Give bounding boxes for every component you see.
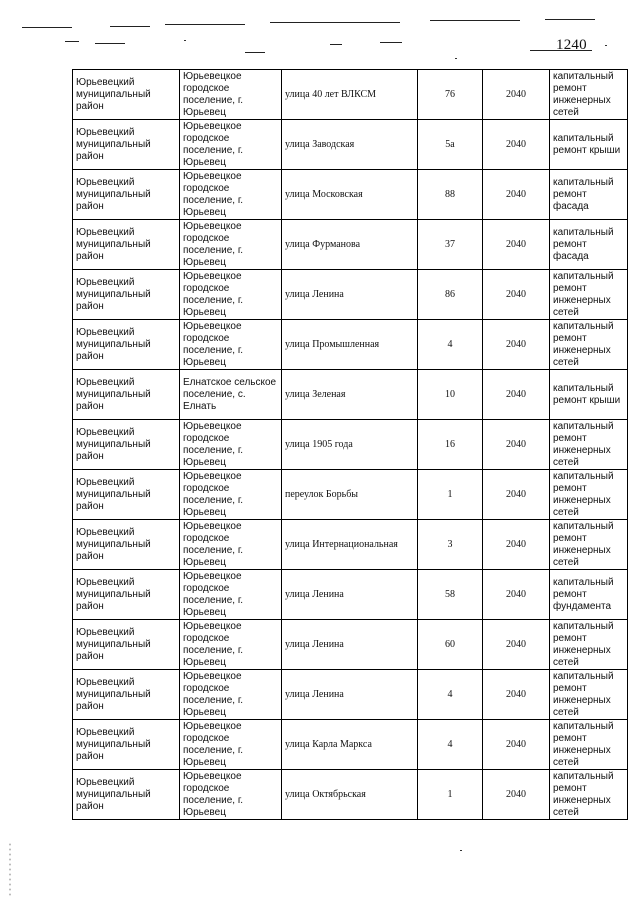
cell-settlement: Юрьевецкое городское поселение, г. Юрьевец	[180, 270, 282, 320]
cell-district: Юрьевецкий муниципальный район	[73, 170, 180, 220]
cell-settlement: Юрьевецкое городское поселение, г. Юрьевец	[180, 770, 282, 820]
table-row	[73, 120, 628, 170]
cell-district: Юрьевецкий муниципальный район	[73, 720, 180, 770]
cell-district: Юрьевецкий муниципальный район	[73, 120, 180, 170]
cell-settlement: Юрьевецкое городское поселение, г. Юрьевец	[180, 120, 282, 170]
cell-year: 2040	[483, 720, 550, 770]
scan-artifact-dot	[184, 40, 186, 41]
scan-artifact-line	[245, 52, 265, 53]
cell-settlement: Юрьевецкое городское поселение, г. Юрьевец	[180, 570, 282, 620]
cell-settlement: Юрьевецкое городское поселение, г. Юрьевец	[180, 320, 282, 370]
cell-district: Юрьевецкий муниципальный район	[73, 620, 180, 670]
cell-street: улица Ленина	[282, 570, 418, 620]
cell-house-number: 4	[418, 320, 483, 370]
table-row	[73, 670, 628, 720]
cell-settlement: Юрьевецкое городское поселение, г. Юрьевец	[180, 470, 282, 520]
cell-settlement: Юрьевецкое городское поселение, г. Юрьевец	[180, 620, 282, 670]
cell-house-number: 4	[418, 670, 483, 720]
cell-settlement: Юрьевецкое городское поселение, г. Юрьевец	[180, 670, 282, 720]
cell-district: Юрьевецкий муниципальный район	[73, 470, 180, 520]
cell-year: 2040	[483, 570, 550, 620]
cell-district: Юрьевецкий муниципальный район	[73, 420, 180, 470]
cell-house-number: 60	[418, 620, 483, 670]
cell-work-type: капитальный ремонт инженерных сетей	[550, 270, 628, 320]
cell-street: улица Промышленная	[282, 320, 418, 370]
cell-settlement: Юрьевецкое городское поселение, г. Юрьевец	[180, 170, 282, 220]
page-number: 1240	[556, 37, 587, 53]
cell-house-number: 1	[418, 770, 483, 820]
cell-street: улица Октябрьская	[282, 770, 418, 820]
cell-street: улица Ленина	[282, 270, 418, 320]
cell-work-type: капитальный ремонт фундамента	[550, 570, 628, 620]
cell-house-number: 86	[418, 270, 483, 320]
cell-district: Юрьевецкий муниципальный район	[73, 220, 180, 270]
cell-house-number: 37	[418, 220, 483, 270]
cell-house-number: 16	[418, 420, 483, 470]
cell-work-type: капитальный ремонт инженерных сетей	[550, 770, 628, 820]
table-row	[73, 320, 628, 370]
scan-artifact-line	[545, 19, 595, 20]
cell-work-type: капитальный ремонт инженерных сетей	[550, 620, 628, 670]
cell-year: 2040	[483, 620, 550, 670]
cell-district: Юрьевецкий муниципальный район	[73, 70, 180, 120]
cell-settlement: Юрьевецкое городское поселение, г. Юрьевец	[180, 520, 282, 570]
table-body	[73, 70, 628, 820]
cell-street: улица Интернациональная	[282, 520, 418, 570]
cell-year: 2040	[483, 670, 550, 720]
cell-street: улица Карла Маркса	[282, 720, 418, 770]
cell-street: улица Ленина	[282, 620, 418, 670]
cell-street: улица Заводская	[282, 120, 418, 170]
scan-artifact-margin-dots	[8, 842, 12, 898]
table-row	[73, 470, 628, 520]
cell-work-type: капитальный ремонт инженерных сетей	[550, 420, 628, 470]
cell-year: 2040	[483, 370, 550, 420]
scan-artifact-line	[95, 43, 125, 44]
cell-settlement: Юрьевецкое городское поселение, г. Юрьевец	[180, 220, 282, 270]
table-row	[73, 770, 628, 820]
table-row	[73, 370, 628, 420]
cell-work-type: капитальный ремонт крыши	[550, 120, 628, 170]
cell-settlement: Юрьевецкое городское поселение, г. Юрьевец	[180, 420, 282, 470]
cell-settlement: Юрьевецкое городское поселение, г. Юрьевец	[180, 70, 282, 120]
table-row	[73, 570, 628, 620]
table-row	[73, 720, 628, 770]
scan-artifact-dot	[455, 58, 457, 59]
cell-year: 2040	[483, 420, 550, 470]
table-row	[73, 170, 628, 220]
cell-work-type: капитальный ремонт фасада	[550, 220, 628, 270]
scan-artifact-line	[165, 24, 245, 25]
scan-artifact-line	[65, 41, 79, 42]
cell-year: 2040	[483, 320, 550, 370]
table-row	[73, 620, 628, 670]
cell-work-type: капитальный ремонт инженерных сетей	[550, 520, 628, 570]
cell-work-type: капитальный ремонт инженерных сетей	[550, 70, 628, 120]
cell-district: Юрьевецкий муниципальный район	[73, 270, 180, 320]
cell-street: улица 40 лет ВЛКСМ	[282, 70, 418, 120]
cell-house-number: 76	[418, 70, 483, 120]
repair-schedule-table	[72, 69, 628, 820]
cell-year: 2040	[483, 770, 550, 820]
cell-settlement: Елнатское сельское поселение, с. Елнать	[180, 370, 282, 420]
scan-artifact-line	[330, 44, 342, 45]
cell-work-type: капитальный ремонт инженерных сетей	[550, 470, 628, 520]
cell-house-number: 1	[418, 470, 483, 520]
cell-house-number: 3	[418, 520, 483, 570]
cell-work-type: капитальный ремонт крыши	[550, 370, 628, 420]
cell-work-type: капитальный ремонт инженерных сетей	[550, 320, 628, 370]
scan-artifact-dot	[460, 850, 462, 851]
cell-year: 2040	[483, 170, 550, 220]
cell-district: Юрьевецкий муниципальный район	[73, 520, 180, 570]
cell-work-type: капитальный ремонт инженерных сетей	[550, 670, 628, 720]
cell-house-number: 5а	[418, 120, 483, 170]
cell-work-type: капитальный ремонт фасада	[550, 170, 628, 220]
cell-settlement: Юрьевецкое городское поселение, г. Юрьевец	[180, 720, 282, 770]
table-row	[73, 420, 628, 470]
cell-house-number: 88	[418, 170, 483, 220]
table-row	[73, 270, 628, 320]
cell-year: 2040	[483, 520, 550, 570]
cell-street: улица Зеленая	[282, 370, 418, 420]
cell-district: Юрьевецкий муниципальный район	[73, 770, 180, 820]
cell-street: улица Московская	[282, 170, 418, 220]
cell-house-number: 4	[418, 720, 483, 770]
cell-district: Юрьевецкий муниципальный район	[73, 570, 180, 620]
table-row	[73, 220, 628, 270]
cell-street: переулок Борьбы	[282, 470, 418, 520]
cell-year: 2040	[483, 70, 550, 120]
scan-artifact-line	[22, 27, 72, 28]
cell-year: 2040	[483, 270, 550, 320]
scan-artifact-line	[430, 20, 520, 21]
cell-district: Юрьевецкий муниципальный район	[73, 670, 180, 720]
cell-house-number: 10	[418, 370, 483, 420]
scan-artifact-line	[110, 26, 150, 27]
cell-year: 2040	[483, 120, 550, 170]
cell-street: улица Фурманова	[282, 220, 418, 270]
cell-street: улица 1905 года	[282, 420, 418, 470]
cell-year: 2040	[483, 470, 550, 520]
cell-house-number: 58	[418, 570, 483, 620]
cell-year: 2040	[483, 220, 550, 270]
cell-district: Юрьевецкий муниципальный район	[73, 370, 180, 420]
table-row	[73, 520, 628, 570]
scan-artifact-line	[380, 42, 402, 43]
cell-district: Юрьевецкий муниципальный район	[73, 320, 180, 370]
cell-work-type: капитальный ремонт инженерных сетей	[550, 720, 628, 770]
table-row	[73, 70, 628, 120]
scan-artifact-line	[270, 22, 400, 23]
cell-street: улица Ленина	[282, 670, 418, 720]
scan-artifact-dot	[605, 45, 607, 46]
